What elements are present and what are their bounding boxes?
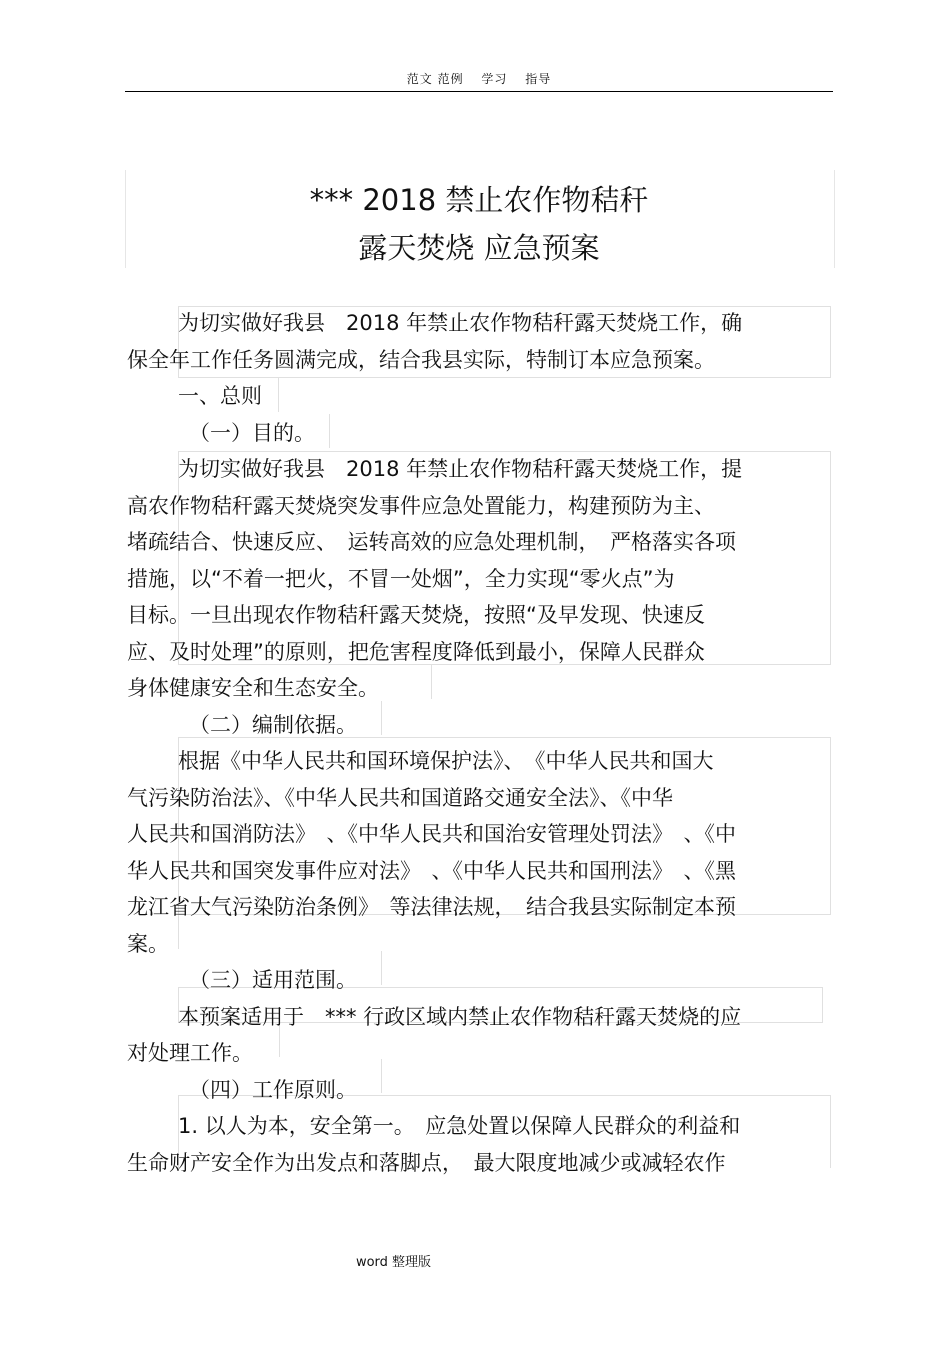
subsection-heading: （一）目的。 (189, 420, 315, 445)
document-body (127, 305, 827, 1181)
document-title-line-1: *** 2018 禁止农作物秸秆 (309, 183, 649, 217)
paragraph-line: 本预案适用于 *** 行政区域内禁止农作物秸秆露天焚烧的应 (178, 1004, 742, 1029)
document-title-line-2: 露天焚烧 应急预案 (358, 231, 600, 265)
paragraph-line: 为切实做好我县 2018 年禁止农作物秸秆露天焚烧工作，确 (178, 311, 743, 335)
paragraph-line: 气污染防治法》、《中华人民共和国道路交通安全法》、《中华 (127, 785, 673, 810)
subsection-heading: （二）编制依据。 (189, 712, 357, 737)
paragraph-line: 目标。一旦出现农作物秸秆露天焚烧，按照“及早发现、快速反 (127, 603, 705, 627)
paragraph-line: 华人民共和国突发事件应对法》 、《中华人民共和国刑法》 、《黑 (127, 858, 736, 883)
subsection-heading: （三）适用范围。 (189, 968, 357, 992)
paragraph-line: 根据《中华人民共和国环境保护法》、 《中华人民共和国大 (178, 749, 714, 773)
paragraph-line: 身体健康安全和生态安全。 (127, 676, 379, 700)
paragraph-line: 案。 (127, 931, 169, 956)
paragraph-line: 龙江省大气污染防治条例》 等法律法规， 结合我县实际制定本预 (127, 895, 736, 919)
section-heading: 一、总则 (178, 384, 262, 408)
paragraph-line: 生命财产安全作为出发点和落脚点， 最大限度地减少或减轻农作 (127, 1150, 726, 1175)
page-footer: word 整理版 (355, 1255, 432, 1270)
paragraph-line: 对处理工作。 (127, 1041, 253, 1065)
paragraph-line: 高农作物秸秆露天焚烧突发事件应急处置能力，构建预防为主、 (127, 493, 715, 518)
paragraph-line: 为切实做好我县 2018 年禁止农作物秸秆露天焚烧工作，提 (178, 457, 743, 481)
paragraph-line: 人民共和国消防法》 、《中华人民共和国治安管理处罚法》 、《中 (127, 822, 736, 846)
paragraph-line: 1. 以人为本，安全第一。 应急处置以保障人民群众的利益和 (178, 1114, 741, 1138)
header-divider (125, 91, 833, 92)
subsection-heading: （四）工作原则。 (189, 1077, 357, 1102)
paragraph-line: 应、及时处理”的原则，把危害程度降低到最小，保障人民群众 (127, 639, 705, 664)
paragraph-line: 保全年工作任务圆满完成，结合我县实际，特制订本应急预案。 (127, 347, 715, 372)
page-header: 范文 范例 学习 指导 (406, 72, 552, 86)
paragraph-line: 措施，以“不着一把火，不冒一处烟”，全力实现“零火点”为 (127, 566, 675, 591)
paragraph-line: 堵疏结合、快速反应、 运转高效的应急处理机制， 严格落实各项 (127, 530, 736, 554)
